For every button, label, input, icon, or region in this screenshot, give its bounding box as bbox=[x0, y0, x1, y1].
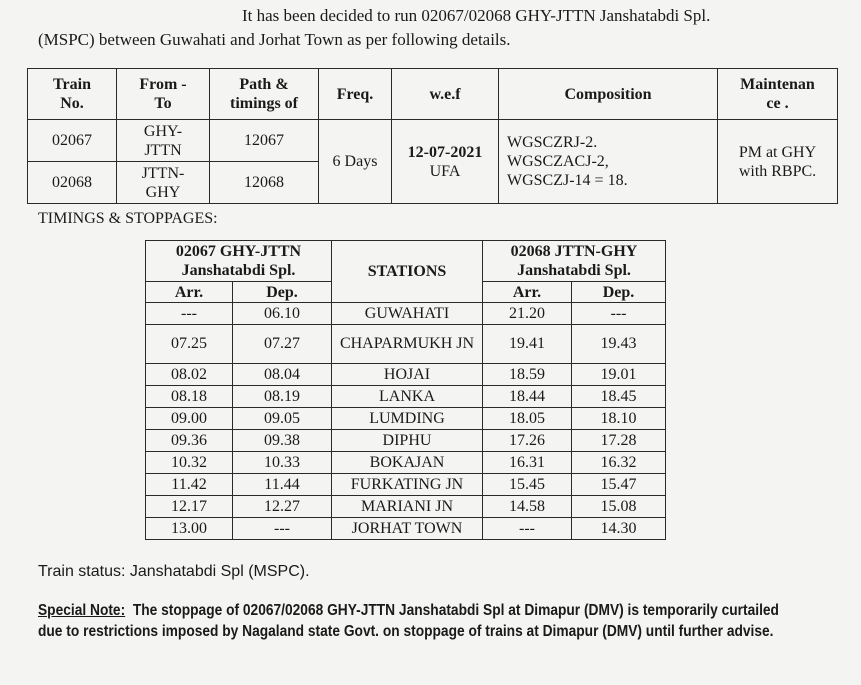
maintenance: PM at GHY with RBPC. bbox=[718, 120, 838, 204]
arr-time: 13.00 bbox=[146, 518, 233, 540]
station-name: JORHAT TOWN bbox=[332, 518, 483, 540]
arr-time: 19.41 bbox=[483, 325, 572, 364]
dep-time: 19.43 bbox=[572, 325, 666, 364]
special-note-label: Special Note: bbox=[38, 602, 126, 619]
header-02067: 02067 GHY-JTTN Janshatabdi Spl. bbox=[146, 241, 332, 282]
header-02068: 02068 JTTN-GHY Janshatabdi Spl. bbox=[483, 241, 666, 282]
dep-time: 15.08 bbox=[572, 496, 666, 518]
arr-time: 18.05 bbox=[483, 408, 572, 430]
table-row bbox=[146, 408, 666, 430]
dep-time: 15.47 bbox=[572, 474, 666, 496]
dep-time: 17.28 bbox=[572, 430, 666, 452]
arr-time: 10.32 bbox=[146, 452, 233, 474]
dep-time: 08.19 bbox=[233, 386, 332, 408]
details-header-row bbox=[28, 69, 838, 120]
header-wef: w.e.f bbox=[392, 69, 499, 120]
special-note bbox=[38, 600, 795, 642]
freq: 6 Days bbox=[319, 120, 392, 204]
table-row bbox=[146, 430, 666, 452]
header-arr-1: Arr. bbox=[146, 282, 233, 303]
from-to: JTTN- GHY bbox=[117, 162, 210, 204]
arr-time: 11.42 bbox=[146, 474, 233, 496]
dep-time: 07.27 bbox=[233, 325, 332, 364]
timings-table bbox=[145, 240, 666, 540]
special-note-text: The stoppage of 02067/02068 GHY-JTTN Janshatabdi Spl at Dimapur (DMV) is temporarily curtailed due to restrictions imposed by Nagaland state Govt. on stoppage of trains at Dimapur (DMV) until further advise. bbox=[38, 602, 779, 640]
timings-header-row bbox=[146, 241, 666, 282]
station-name: MARIANI JN bbox=[332, 496, 483, 518]
station-name: LUMDING bbox=[332, 408, 483, 430]
arr-time: 08.02 bbox=[146, 364, 233, 386]
dep-time: 18.10 bbox=[572, 408, 666, 430]
header-arr-2: Arr. bbox=[483, 282, 572, 303]
table-row bbox=[146, 386, 666, 408]
dep-time: 14.30 bbox=[572, 518, 666, 540]
arr-time: 14.58 bbox=[483, 496, 572, 518]
header-maintenance: Maintenan ce . bbox=[718, 69, 838, 120]
train-status: Train status: Janshatabdi Spl (MSPC). bbox=[38, 563, 310, 580]
arr-time: 21.20 bbox=[483, 303, 572, 325]
table-row bbox=[146, 325, 666, 364]
header-dep-1: Dep. bbox=[233, 282, 332, 303]
dep-time: 09.05 bbox=[233, 408, 332, 430]
header-path: Path & timings of bbox=[210, 69, 319, 120]
arr-time: --- bbox=[146, 303, 233, 325]
arr-time: 07.25 bbox=[146, 325, 233, 364]
station-name: LANKA bbox=[332, 386, 483, 408]
composition: WGSCZRJ-2. WGSCZACJ-2, WGSCZJ-14 = 18. bbox=[499, 120, 718, 204]
dep-time: 12.27 bbox=[233, 496, 332, 518]
arr-time: 18.59 bbox=[483, 364, 572, 386]
dep-time: 08.04 bbox=[233, 364, 332, 386]
header-dep-2: Dep. bbox=[572, 282, 666, 303]
table-row bbox=[146, 474, 666, 496]
arr-time: 16.31 bbox=[483, 452, 572, 474]
arr-time: 18.44 bbox=[483, 386, 572, 408]
train-details-table bbox=[27, 68, 838, 204]
train-no: 02067 bbox=[28, 120, 117, 162]
arr-time: 09.36 bbox=[146, 430, 233, 452]
dep-time: 11.44 bbox=[233, 474, 332, 496]
header-train-no: Train No. bbox=[28, 69, 117, 120]
arr-time: 15.45 bbox=[483, 474, 572, 496]
station-name: BOKAJAN bbox=[332, 452, 483, 474]
table-row bbox=[146, 452, 666, 474]
path: 12068 bbox=[210, 162, 319, 204]
arr-time: 17.26 bbox=[483, 430, 572, 452]
table-row bbox=[28, 120, 838, 162]
dep-time: 10.33 bbox=[233, 452, 332, 474]
dep-time: 09.38 bbox=[233, 430, 332, 452]
table-row bbox=[146, 303, 666, 325]
header-composition: Composition bbox=[499, 69, 718, 120]
header-stations: STATIONS bbox=[332, 241, 483, 303]
dep-time: 18.45 bbox=[572, 386, 666, 408]
arr-time: --- bbox=[483, 518, 572, 540]
arr-time: 09.00 bbox=[146, 408, 233, 430]
dep-time: 06.10 bbox=[233, 303, 332, 325]
station-name: CHAPARMUKH JN bbox=[332, 325, 483, 364]
dep-time: --- bbox=[233, 518, 332, 540]
station-name: GUWAHATI bbox=[332, 303, 483, 325]
timings-heading: TIMINGS & STOPPAGES: bbox=[38, 210, 218, 227]
dep-time: 16.32 bbox=[572, 452, 666, 474]
station-name: DIPHU bbox=[332, 430, 483, 452]
table-row bbox=[146, 518, 666, 540]
station-name: HOJAI bbox=[332, 364, 483, 386]
from-to: GHY- JTTN bbox=[117, 120, 210, 162]
arr-time: 12.17 bbox=[146, 496, 233, 518]
dep-time: 19.01 bbox=[572, 364, 666, 386]
wef: 12-07-2021 UFA bbox=[392, 120, 499, 204]
dep-time: --- bbox=[572, 303, 666, 325]
arr-time: 08.18 bbox=[146, 386, 233, 408]
header-from-to: From - To bbox=[117, 69, 210, 120]
header-freq: Freq. bbox=[319, 69, 392, 120]
intro-line-1: It has been decided to run 02067/02068 GHY-JTTN Janshatabdi Spl. bbox=[242, 6, 711, 25]
station-name: FURKATING JN bbox=[332, 474, 483, 496]
intro-line-2: (MSPC) between Guwahati and Jorhat Town as per following details. bbox=[38, 30, 511, 49]
path: 12067 bbox=[210, 120, 319, 162]
table-row bbox=[146, 364, 666, 386]
table-row bbox=[146, 496, 666, 518]
train-no: 02068 bbox=[28, 162, 117, 204]
